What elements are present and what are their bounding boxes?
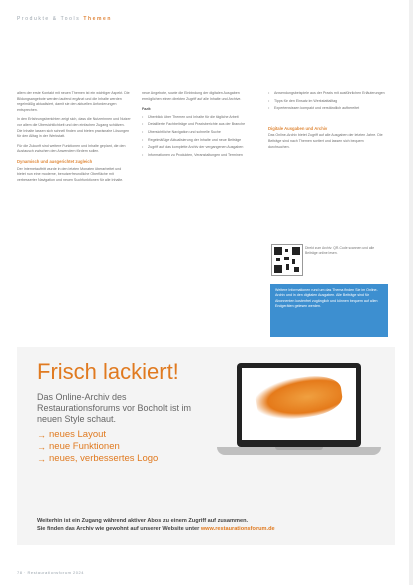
ad-feature: → neue Funktionen (37, 441, 120, 452)
running-head-topic: Themen (83, 16, 113, 22)
article-column-2 (142, 91, 258, 160)
laptop-illustration (217, 363, 381, 485)
subheading: Dynamisch und ausgerichtet zugleich (17, 158, 93, 164)
article-column-1 (17, 91, 131, 183)
ad-footer (37, 517, 397, 533)
paragraph: In den Erfahrungsberichten zeigt sich, dass die Nutzerinnen und Nutzer vor allem die Übersichtlichkeit und den einfachen Zugang schätzen. Die Inhalte lassen sich schnell finden und bieten praxisnahe Lösungen für den Alltag in der Werkstatt. (17, 117, 131, 139)
archive-link[interactable]: www.restaurationsforum.de (200, 526, 275, 532)
check-icon: → (37, 442, 46, 452)
ad-title: Frisch lackiert! (37, 359, 179, 384)
qr-caption: Direkt zum Archiv: QR-Code scannen und alle Beiträge online lesen. (305, 246, 375, 255)
check-icon: → (37, 430, 46, 440)
paragraph: Der Internetauftritt wurde in den letzten Monaten überarbeitet und bietet nun eine moderne, benutzerfreundliche Oberfläche mit verbesserter Navigation und neuen Suchfunktionen für alle Inhalte. (17, 166, 124, 182)
article-column-3 (268, 91, 386, 150)
ad-footer-line: Weiterhin ist ein Zugang während aktiver Abos zu einem Zugriff auf zusammen. (37, 518, 249, 524)
list-item: • Zugriff auf das komplette Archiv der vergangenen Ausgaben (142, 145, 258, 151)
page-footer: 78 · Restaurationsforum 2024 (17, 570, 84, 575)
list-item: • Informationen zu Produkten, Veranstaltungen und Terminen (142, 153, 258, 159)
ad-footer-line: Sie finden das Archiv wie gewohnt auf unserer Website unter www.restaurationsforum.de (37, 526, 275, 532)
subheading: Digitale Ausgaben und Archiv (268, 125, 328, 131)
qr-code[interactable] (271, 244, 303, 276)
running-head-section: Produkte & Tools (17, 16, 81, 22)
ad-feature: → neues Layout (37, 429, 107, 440)
ad-feature-list (37, 429, 158, 465)
bullet-list (268, 91, 386, 112)
paragraph: Das Online-Archiv bietet Zugriff auf alle Ausgaben der letzten Jahre. Die Beiträge sind nach Themen sortiert und lassen sich bequem durchsuchen. (268, 133, 383, 149)
ad-feature: → neues, verbessertes Logo (37, 453, 159, 464)
list-item: • Übersichtliche Navigation und schnelle Suche (142, 130, 258, 136)
paragraph: allem der erste Kontakt mit neuen Themen ist ein wichtiger Aspekt. Die Bildungsangebote werden laufend ergänzt und die Inhalte werden regelmäßig aktualisiert, damit sie den aktuellen Anforderungen entsprechen. (17, 91, 130, 112)
advertisement (17, 347, 395, 545)
list-item: • Anwendungsbeispiele aus der Praxis mit ausführlichen Erläuterungen (268, 91, 386, 97)
ad-subtitle: Das Online-Archiv des Restaurationsforums vor Bocholt ist im neuen Style schaut. (37, 392, 192, 424)
info-box: Weitere Informationen rund um das Thema finden Sie im Online-Archiv und in den digitalen Ausgaben. Alle Beiträge sind für Abonnenten kostenfrei zugänglich und können bequem auf allen Endgeräten gelesen werden. (270, 284, 388, 337)
paint-splash (254, 372, 345, 424)
list-item: • Detaillierte Fachbeiträge und Praxisberichte aus der Branche (142, 122, 258, 128)
right-edge-rail (409, 0, 413, 585)
bullet-list (142, 115, 258, 159)
list-item: • Tipps für den Einsatz im Werkstattalltag (268, 99, 386, 105)
running-head (17, 16, 112, 22)
list-item: • Regelmäßige Aktualisierung der Inhalte und neue Beiträge (142, 138, 258, 144)
list-heading: Fazit: (142, 107, 152, 112)
list-item: • Expertenwissen kompakt und verständlich aufbereitet (268, 106, 386, 112)
paragraph: neue Angebote, sowie die Einbindung der digitalen Ausgaben ermöglichen einen direkten Zugriff auf alle Inhalte und Archive. (142, 91, 242, 101)
laptop-screen (237, 363, 361, 447)
check-icon: → (37, 454, 46, 464)
paragraph: Für die Zukunft sind weitere Funktionen und Inhalte geplant, die den Austausch zwischen den Anwendern fördern sollen. (17, 143, 126, 154)
list-item: • Überblick über Themen und Inhalte für die tägliche Arbeit (142, 115, 258, 121)
